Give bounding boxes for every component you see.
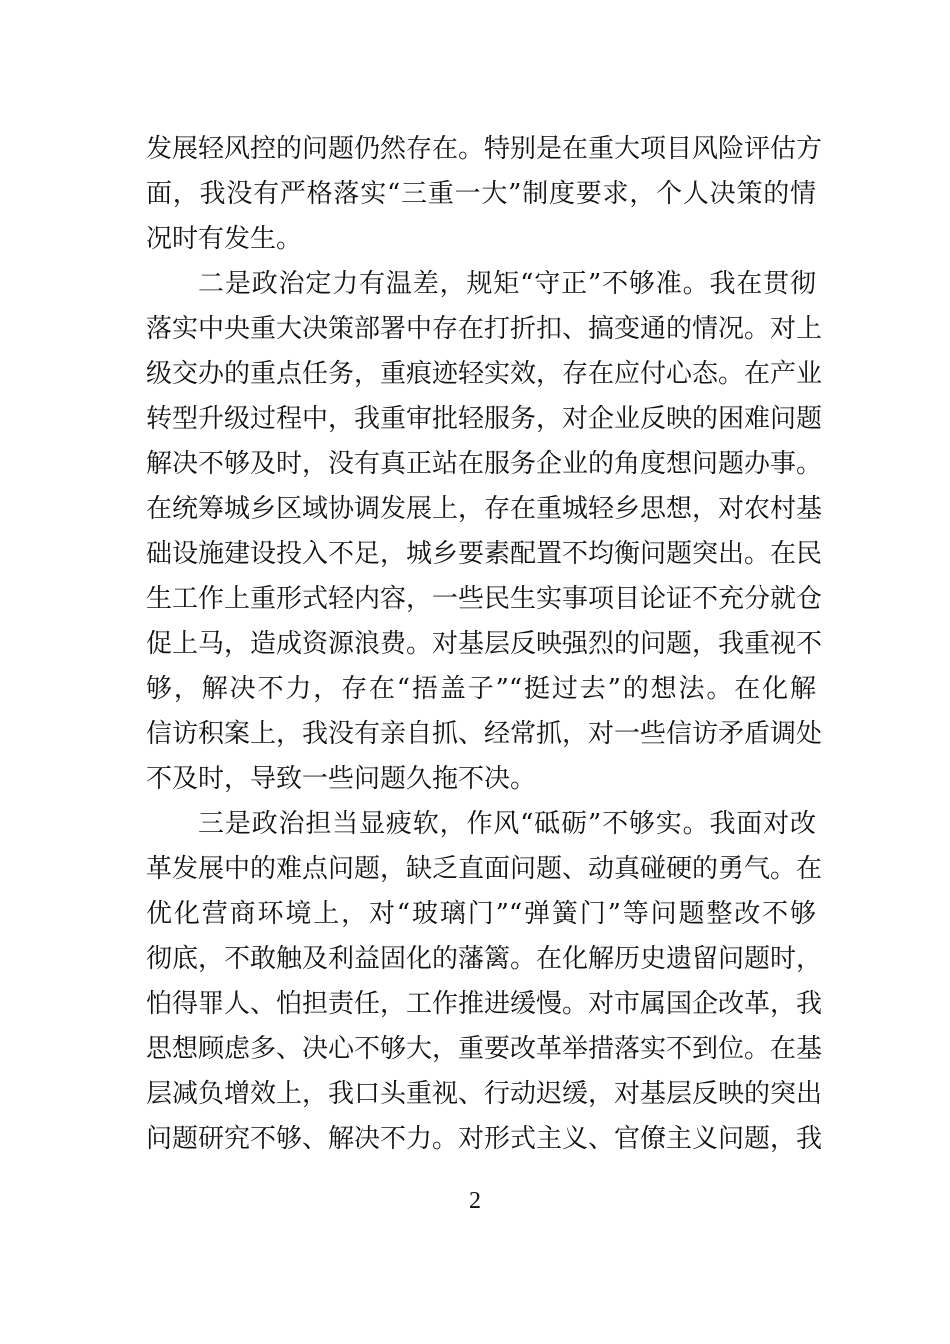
- text-line: 革发展中的难点问题，缺乏直面问题、动真碰硬的勇气。在: [146, 854, 823, 884]
- text-line: 在统筹城乡区域协调发展上，存在重城轻乡思想，对农村基: [146, 494, 823, 524]
- text-line: 层减负增效上，我口头重视、行动迟缓，对基层反映的突出: [146, 1079, 823, 1109]
- text-line: 级交办的重点任务，重痕迹轻实效，存在应付心态。在产业: [146, 359, 823, 389]
- text-line: 够，解决不力，存在“捂盖子”“挺过去”的想法。在化解: [146, 674, 816, 704]
- text-line: 础设施建设投入不足，城乡要素配置不均衡问题突出。在民: [146, 539, 823, 569]
- text-line: 况时有发生。: [146, 224, 303, 254]
- text-line: 优化营商环境上，对“玻璃门”“弹簧门”等问题整改不够: [146, 899, 816, 929]
- paragraph-start-line: 二是政治定力有温差，规矩“守正”不够准。我在贯彻: [198, 269, 816, 299]
- text-line: 促上马，造成资源浪费。对基层反映强烈的问题，我重视不: [146, 629, 823, 659]
- page-number: 2: [469, 1188, 481, 1214]
- text-line: 发展轻风控的问题仍然存在。特别是在重大项目风险评估方: [146, 134, 823, 164]
- text-line: 解决不够及时，没有真正站在服务企业的角度想问题办事。: [146, 449, 823, 479]
- text-line: 思想顾虑多、决心不够大，重要改革举措落实不到位。在基: [146, 1034, 823, 1064]
- text-line: 彻底，不敢触及利益固化的藩篱。在化解历史遗留问题时，: [146, 944, 823, 974]
- text-line: 落实中央重大决策部署中存在打折扣、搞变通的情况。对上: [146, 314, 823, 344]
- text-line: 怕得罪人、怕担责任，工作推进缓慢。对市属国企改革，我: [146, 989, 823, 1019]
- text-line: 转型升级过程中，我重审批轻服务，对企业反映的困难问题: [146, 404, 823, 434]
- paragraph-start-line: 三是政治担当显疲软，作风“砥砺”不够实。我面对改: [198, 809, 816, 839]
- text-line: 生工作上重形式轻内容，一些民生实事项目论证不充分就仓: [146, 584, 823, 614]
- text-line: 不及时，导致一些问题久拖不决。: [146, 764, 537, 794]
- text-line: 信访积案上，我没有亲自抓、经常抓，对一些信访矛盾调处: [146, 719, 823, 749]
- body-text: [146, 127, 823, 1162]
- text-line: 面，我没有严格落实“三重一大”制度要求，个人决策的情: [146, 179, 816, 209]
- text-line: 问题研究不够、解决不力。对形式主义、官僚主义问题，我: [146, 1124, 823, 1154]
